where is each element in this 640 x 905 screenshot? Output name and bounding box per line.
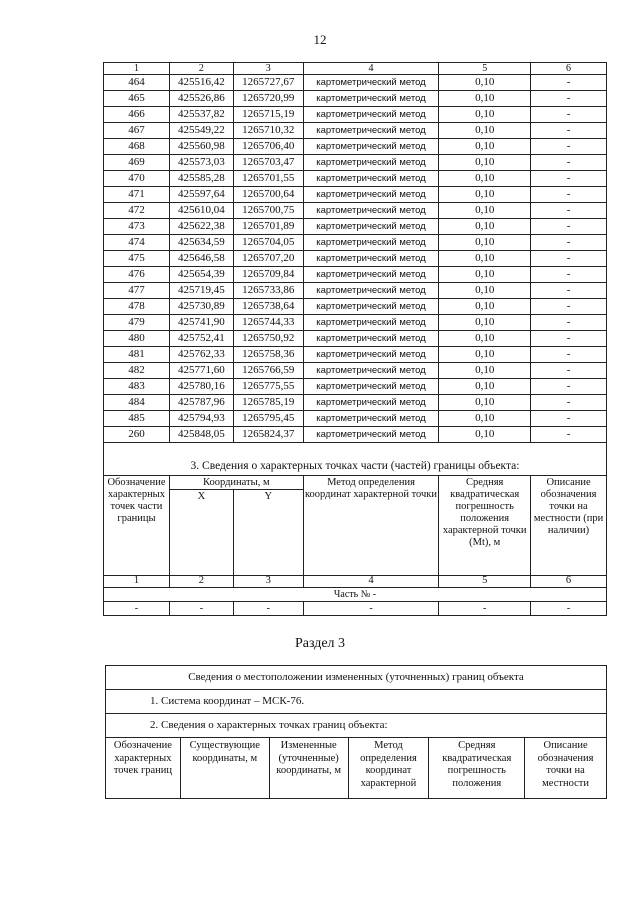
method-cell: картометрический метод bbox=[303, 75, 439, 91]
column-number: 1 bbox=[104, 576, 170, 588]
error-cell: 0,10 bbox=[439, 283, 531, 299]
coord-y: 1265738,64 bbox=[233, 299, 303, 315]
table-row bbox=[104, 411, 607, 427]
column-number: 1 bbox=[104, 63, 170, 75]
header-y: Y bbox=[233, 490, 303, 576]
table-row bbox=[104, 379, 607, 395]
description-cell: - bbox=[531, 203, 607, 219]
coord-y: 1265785,19 bbox=[233, 395, 303, 411]
coord-y: 1265700,64 bbox=[233, 187, 303, 203]
error-cell: 0,10 bbox=[439, 299, 531, 315]
coord-x: 425794,93 bbox=[169, 411, 233, 427]
description-cell: - bbox=[531, 395, 607, 411]
coord-y: 1265704,05 bbox=[233, 235, 303, 251]
dash-cell: - bbox=[531, 602, 607, 616]
header-method: Метод определения координат характерной bbox=[348, 738, 429, 799]
header-coordinates: Координаты, м bbox=[169, 476, 303, 490]
header-existing-coordinates: Существующие координаты, м bbox=[180, 738, 269, 799]
table-row bbox=[104, 203, 607, 219]
column-number: 4 bbox=[303, 63, 439, 75]
method-cell: картометрический метод bbox=[303, 235, 439, 251]
table-row bbox=[104, 123, 607, 139]
table-row bbox=[104, 363, 607, 379]
section-3-title-row bbox=[104, 443, 607, 476]
point-number: 480 bbox=[104, 331, 170, 347]
description-cell: - bbox=[531, 219, 607, 235]
section-3-title: 3. Сведения о характерных точках части (частей) границы объекта: bbox=[104, 443, 607, 476]
column-number: 2 bbox=[169, 63, 233, 75]
coord-x: 425752,41 bbox=[169, 331, 233, 347]
method-cell: картометрический метод bbox=[303, 123, 439, 139]
coord-y: 1265727,67 bbox=[233, 75, 303, 91]
coord-y: 1265824,37 bbox=[233, 427, 303, 443]
table-row bbox=[104, 267, 607, 283]
description-cell: - bbox=[531, 299, 607, 315]
coord-y: 1265758,36 bbox=[233, 347, 303, 363]
coord-y: 1265775,55 bbox=[233, 379, 303, 395]
point-number: 476 bbox=[104, 267, 170, 283]
description-cell: - bbox=[531, 251, 607, 267]
error-cell: 0,10 bbox=[439, 187, 531, 203]
error-cell: 0,10 bbox=[439, 427, 531, 443]
table-row bbox=[104, 315, 607, 331]
coord-x: 425610,04 bbox=[169, 203, 233, 219]
coord-x: 425730,89 bbox=[169, 299, 233, 315]
changed-boundaries-table bbox=[105, 665, 607, 799]
point-number: 477 bbox=[104, 283, 170, 299]
coord-x: 425762,33 bbox=[169, 347, 233, 363]
column-number-row bbox=[104, 63, 607, 75]
coord-x: 425848,05 bbox=[169, 427, 233, 443]
empty-data-row bbox=[104, 602, 607, 616]
coord-y: 1265720,99 bbox=[233, 91, 303, 107]
table-row bbox=[104, 75, 607, 91]
header-description: Описание обозначения точки на местности bbox=[525, 738, 607, 799]
table-title: Сведения о местоположении измененных (уточненных) границ объекта bbox=[106, 666, 607, 690]
page-number: 12 bbox=[313, 32, 327, 47]
point-number: 470 bbox=[104, 171, 170, 187]
coord-x: 425780,16 bbox=[169, 379, 233, 395]
description-cell: - bbox=[531, 123, 607, 139]
table-row bbox=[104, 395, 607, 411]
point-number: 467 bbox=[104, 123, 170, 139]
error-cell: 0,10 bbox=[439, 203, 531, 219]
error-cell: 0,10 bbox=[439, 347, 531, 363]
error-cell: 0,10 bbox=[439, 267, 531, 283]
error-cell: 0,10 bbox=[439, 123, 531, 139]
boundary-points-table bbox=[103, 62, 607, 616]
header-method: Метод определения координат характерной точки bbox=[303, 476, 439, 576]
method-cell: картометрический метод bbox=[303, 219, 439, 235]
coord-x: 425549,22 bbox=[169, 123, 233, 139]
description-cell: - bbox=[531, 331, 607, 347]
description-cell: - bbox=[531, 411, 607, 427]
table-row bbox=[104, 427, 607, 443]
point-number: 468 bbox=[104, 139, 170, 155]
method-cell: картометрический метод bbox=[303, 299, 439, 315]
method-cell: картометрический метод bbox=[303, 363, 439, 379]
method-cell: картометрический метод bbox=[303, 155, 439, 171]
error-cell: 0,10 bbox=[439, 411, 531, 427]
point-number: 482 bbox=[104, 363, 170, 379]
part-label-row bbox=[104, 588, 607, 602]
table-row bbox=[104, 331, 607, 347]
coord-y: 1265795,45 bbox=[233, 411, 303, 427]
description-cell: - bbox=[531, 347, 607, 363]
point-number: 260 bbox=[104, 427, 170, 443]
coord-x: 425787,96 bbox=[169, 395, 233, 411]
point-number: 479 bbox=[104, 315, 170, 331]
coord-y: 1265701,89 bbox=[233, 219, 303, 235]
method-cell: картометрический метод bbox=[303, 379, 439, 395]
table-title-row bbox=[106, 666, 607, 690]
header-error: Средняя квадратическая погрешность положения характерной точки (Mt), м bbox=[439, 476, 531, 576]
coord-x: 425622,38 bbox=[169, 219, 233, 235]
description-cell: - bbox=[531, 315, 607, 331]
point-number: 472 bbox=[104, 203, 170, 219]
coord-x: 425771,60 bbox=[169, 363, 233, 379]
column-number-row bbox=[104, 576, 607, 588]
header-description: Описание обозначения точки на местности (при наличии) bbox=[531, 476, 607, 576]
error-cell: 0,10 bbox=[439, 75, 531, 91]
coord-y: 1265707,20 bbox=[233, 251, 303, 267]
column-number: 6 bbox=[531, 63, 607, 75]
description-cell: - bbox=[531, 155, 607, 171]
method-cell: картометрический метод bbox=[303, 107, 439, 123]
coord-x: 425526,86 bbox=[169, 91, 233, 107]
error-cell: 0,10 bbox=[439, 235, 531, 251]
method-cell: картометрический метод bbox=[303, 171, 439, 187]
description-cell: - bbox=[531, 235, 607, 251]
table-row bbox=[104, 187, 607, 203]
coord-y: 1265700,75 bbox=[233, 203, 303, 219]
dash-cell: - bbox=[233, 602, 303, 616]
column-number: 5 bbox=[439, 576, 531, 588]
method-cell: картометрический метод bbox=[303, 411, 439, 427]
method-cell: картометрический метод bbox=[303, 427, 439, 443]
coord-x: 425634,59 bbox=[169, 235, 233, 251]
table-row bbox=[104, 155, 607, 171]
dash-cell: - bbox=[169, 602, 233, 616]
method-cell: картометрический метод bbox=[303, 395, 439, 411]
coord-y: 1265706,40 bbox=[233, 139, 303, 155]
error-cell: 0,10 bbox=[439, 139, 531, 155]
coord-x: 425719,45 bbox=[169, 283, 233, 299]
header-error: Средняя квадратическая погрешность положения bbox=[429, 738, 525, 799]
coord-x: 425654,39 bbox=[169, 267, 233, 283]
coord-x: 425516,42 bbox=[169, 75, 233, 91]
header-designation: Обозначение характерных точек части границы bbox=[104, 476, 170, 576]
table-row bbox=[104, 347, 607, 363]
method-cell: картометрический метод bbox=[303, 331, 439, 347]
error-cell: 0,10 bbox=[439, 155, 531, 171]
point-number: 485 bbox=[104, 411, 170, 427]
error-cell: 0,10 bbox=[439, 219, 531, 235]
coord-x: 425585,28 bbox=[169, 171, 233, 187]
table-row bbox=[104, 283, 607, 299]
point-number: 464 bbox=[104, 75, 170, 91]
method-cell: картометрический метод bbox=[303, 283, 439, 299]
points-title: 2. Сведения о характерных точках границ объекта: bbox=[106, 714, 607, 738]
description-cell: - bbox=[531, 363, 607, 379]
header-designation: Обозначение характерных точек границ bbox=[106, 738, 181, 799]
column-number: 2 bbox=[169, 576, 233, 588]
coordinate-system: 1. Система координат – МСК-76. bbox=[106, 690, 607, 714]
table-row bbox=[104, 91, 607, 107]
table-row bbox=[104, 171, 607, 187]
dash-cell: - bbox=[104, 602, 170, 616]
table-row bbox=[104, 219, 607, 235]
method-cell: картометрический метод bbox=[303, 139, 439, 155]
error-cell: 0,10 bbox=[439, 107, 531, 123]
point-number: 473 bbox=[104, 219, 170, 235]
description-cell: - bbox=[531, 427, 607, 443]
description-cell: - bbox=[531, 139, 607, 155]
header-x: X bbox=[169, 490, 233, 576]
description-cell: - bbox=[531, 267, 607, 283]
column-number: 6 bbox=[531, 576, 607, 588]
column-number: 4 bbox=[303, 576, 439, 588]
part-points-header-row bbox=[104, 476, 607, 490]
coord-x: 425646,58 bbox=[169, 251, 233, 267]
description-cell: - bbox=[531, 187, 607, 203]
part-label: Часть № - bbox=[104, 588, 607, 602]
points-title-row bbox=[106, 714, 607, 738]
error-cell: 0,10 bbox=[439, 171, 531, 187]
error-cell: 0,10 bbox=[439, 331, 531, 347]
description-cell: - bbox=[531, 283, 607, 299]
description-cell: - bbox=[531, 171, 607, 187]
coord-y: 1265703,47 bbox=[233, 155, 303, 171]
error-cell: 0,10 bbox=[439, 395, 531, 411]
point-number: 481 bbox=[104, 347, 170, 363]
coord-y: 1265701,55 bbox=[233, 171, 303, 187]
coord-x: 425597,64 bbox=[169, 187, 233, 203]
description-cell: - bbox=[531, 107, 607, 123]
error-cell: 0,10 bbox=[439, 251, 531, 267]
description-cell: - bbox=[531, 379, 607, 395]
error-cell: 0,10 bbox=[439, 379, 531, 395]
coord-x: 425741,90 bbox=[169, 315, 233, 331]
description-cell: - bbox=[531, 75, 607, 91]
table-row bbox=[104, 299, 607, 315]
dash-cell: - bbox=[439, 602, 531, 616]
error-cell: 0,10 bbox=[439, 315, 531, 331]
point-number: 466 bbox=[104, 107, 170, 123]
error-cell: 0,10 bbox=[439, 363, 531, 379]
coord-y: 1265715,19 bbox=[233, 107, 303, 123]
coordinate-system-row bbox=[106, 690, 607, 714]
coord-y: 1265750,92 bbox=[233, 331, 303, 347]
description-cell: - bbox=[531, 91, 607, 107]
method-cell: картометрический метод bbox=[303, 91, 439, 107]
header-changed-coordinates: Измененные (уточненные) координаты, м bbox=[269, 738, 348, 799]
column-number: 5 bbox=[439, 63, 531, 75]
coord-y: 1265744,33 bbox=[233, 315, 303, 331]
coord-y: 1265733,86 bbox=[233, 283, 303, 299]
table-row bbox=[104, 251, 607, 267]
coord-x: 425537,82 bbox=[169, 107, 233, 123]
coord-x: 425560,98 bbox=[169, 139, 233, 155]
point-number: 474 bbox=[104, 235, 170, 251]
point-number: 469 bbox=[104, 155, 170, 171]
method-cell: картометрический метод bbox=[303, 203, 439, 219]
column-number: 3 bbox=[233, 576, 303, 588]
section-heading: Раздел 3 bbox=[294, 636, 346, 651]
table-row bbox=[104, 235, 607, 251]
coord-y: 1265710,32 bbox=[233, 123, 303, 139]
coord-y: 1265766,59 bbox=[233, 363, 303, 379]
method-cell: картометрический метод bbox=[303, 315, 439, 331]
method-cell: картометрический метод bbox=[303, 187, 439, 203]
header-row bbox=[106, 738, 607, 799]
dash-cell: - bbox=[303, 602, 439, 616]
coord-x: 425573,03 bbox=[169, 155, 233, 171]
table-row bbox=[104, 107, 607, 123]
table-row bbox=[104, 139, 607, 155]
coord-y: 1265709,84 bbox=[233, 267, 303, 283]
point-number: 475 bbox=[104, 251, 170, 267]
point-number: 471 bbox=[104, 187, 170, 203]
method-cell: картометрический метод bbox=[303, 251, 439, 267]
point-number: 483 bbox=[104, 379, 170, 395]
column-number: 3 bbox=[233, 63, 303, 75]
point-number: 478 bbox=[104, 299, 170, 315]
error-cell: 0,10 bbox=[439, 91, 531, 107]
method-cell: картометрический метод bbox=[303, 347, 439, 363]
point-number: 484 bbox=[104, 395, 170, 411]
method-cell: картометрический метод bbox=[303, 267, 439, 283]
point-number: 465 bbox=[104, 91, 170, 107]
